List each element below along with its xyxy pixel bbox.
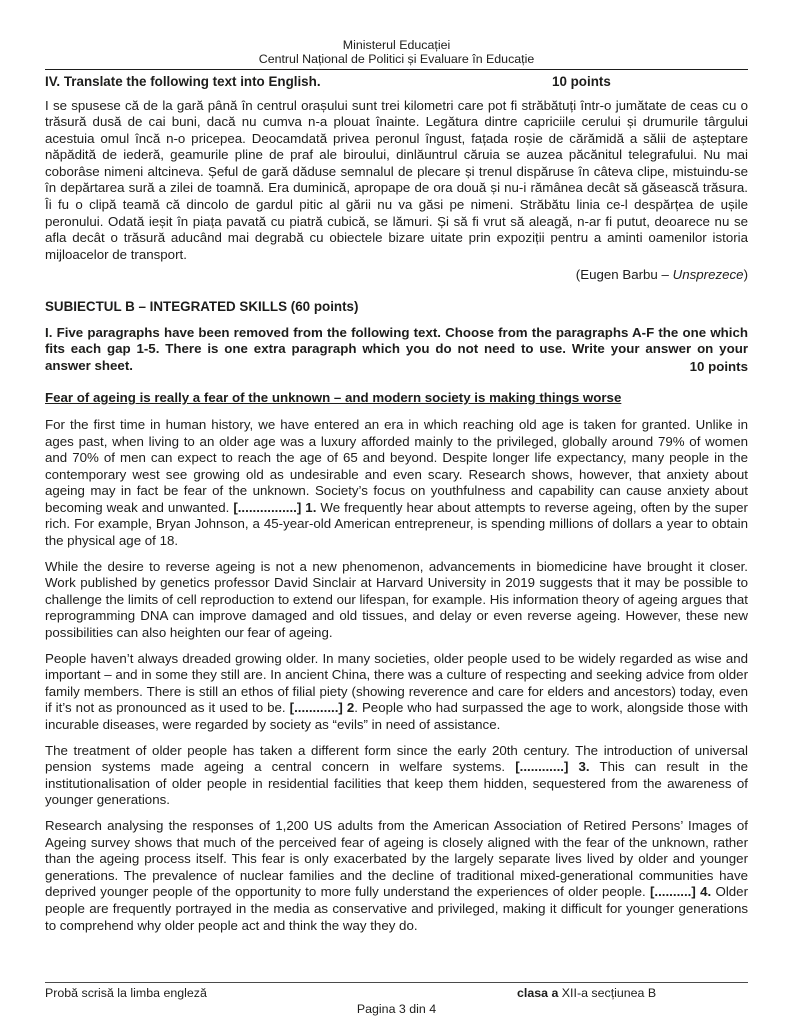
article-paragraph-1: For the first time in human history, we have entered an era in which reaching old age is taken for granted. Unlike in ages past, when living to an older age was a luxury afforded mainly to the privileged, globally around 79% of women and 70% of men can expect to reach the age of 65 and beyond. Despite longer life expectancy, many people in the contemporary west see growing old as undesirable and even scary. Research shows, however, that anxiety about ageing may in fact be fear of the unknown. Society’s focus on youthfulness and capability can cause anxiety about becoming weak and unwanted. [................] 1. We frequently hear about attempts to reverse ageing, often by the super rich. For example, Bryan Johnson, a 45-year-old American entrepreneur, is spending millions of dollars a year to obtain the physical age of 18. xyxy=(45,416,748,549)
section-iv-heading xyxy=(45,74,748,91)
footer-exam-name: Probă scrisă la limba engleză xyxy=(45,986,207,1000)
section-iv-points: 10 points xyxy=(552,74,611,89)
document-footer xyxy=(45,982,748,1016)
header-divider xyxy=(45,69,748,70)
footer-page-number: Pagina 3 din 4 xyxy=(356,1002,437,1016)
document-header xyxy=(45,38,748,66)
subject-b-heading: SUBIECTUL B – INTEGRATED SKILLS (60 points) xyxy=(45,299,359,315)
footer-divider xyxy=(45,982,748,983)
translation-source-text: I se spusese că de la gară până în centrul orașului sunt trei kilometri care pot fi străbătuți într-o jumătate de ceas cu o trăsură dusă de cai buni, dacă nu cumva n-a plouat înainte. Legătura dintre capriciile cerului și drumurile târgului acestuia omul încă n-o pricepea. Deocamdată privea peronul îngust, fațada roșie de cărămidă a sălii de așteptare năpădită de iederă, geamurile pline de praf ale biroului, dinlăuntrul căruia se auzea păcănitul telegrafului. Nu mai coborâse nimeni altcineva. Șeful de gară dăduse semnalul de plecare și trenul dispăruse în câteva clipe, mistuindu-se în depărtarea sură a zilei de toamnă. Era duminică, apropape de ora două și nu-i rămânea decât să găsească trăsura. Îi fu o clipă teamă că dincolo de gardul pitic al gării nu va găsi pe nimeni. Străbătu linia ce-l despărțea de ușile peronului. Odată ieșit în piața pavată cu piatră cubică, se lămuri. Și să fi vrut să aleagă, n-ar fi putut, deoarece nu se afla decât o trăsură aducând mai degrabă cu obiectele bizare uitate prin expoziții pentru a aminti oamenilor istoria mijloacelor de transport. xyxy=(45,97,748,262)
article-title: Fear of ageing is really a fear of the unknown – and modern society is making things worse xyxy=(45,390,622,406)
text-attribution: (Eugen Barbu – Unsprezece) xyxy=(575,267,748,283)
agency-name: Centrul Național de Politici și Evaluare în Educație xyxy=(258,52,535,66)
task-i-points: 10 points xyxy=(689,359,748,375)
footer-class-info: clasa a XII-a secțiunea B xyxy=(517,986,657,1000)
article-paragraph-3: People haven’t always dreaded growing older. In many societies, older people used to be widely regarded as wise and important – and in some they still are. In ancient China, there was a culture of respecting and seeking advice from older family members. There is still an ethos of filial piety (showing reverence and care for elders and ancestors) today, even if it’s not as pronounced as it used to be. [............] 2. People who had surpassed the age to work, alongside those with incurable diseases, were regarded by society as “evils” in need of assistance. xyxy=(45,650,749,732)
task-i xyxy=(45,325,748,375)
article-paragraph-2: While the desire to reverse ageing is not a new phenomenon, advancements in biomedicine have brought it closer. Work published by genetics professor David Sinclair at Harvard University in 2019 suggests that it may be possible to challenge the limits of cell reproduction to extend our lifespan, for example. His information theory of ageing argues that reprogramming DNA can improve damaged and old tissues, and delay or even reverse ageing. However, these new possibilities can also heighten our fear of ageing. xyxy=(45,558,748,641)
section-iv-title: IV. Translate the following text into English. xyxy=(45,74,321,89)
article-paragraph-5: Research analysing the responses of 1,200 US adults from the American Association of Retired Persons’ Images of Ageing survey shows that much of the perceived fear of ageing is closely aligned with the fear of the unknown, rather than the ageing process itself. This fear is only exacerbated by the largely separate lives lived by older and younger generations. The prevalence of nuclear families and the decline of traditional mixed-generational communities have deprived younger people of the opportunity to more fully understand the experiences of older people. [..........] 4. Older people are frequently portrayed in the media as conservative and privileged, making it difficult for younger generations to comprehend why older people act and think the way they do. xyxy=(45,817,748,933)
article-paragraph-4: The treatment of older people has taken a different form since the early 20th century. The introduction of universal pension systems made ageing a central concern in welfare systems. [............] 3. This can result in the institutionalisation of older people in residential facilities that keep them hidden, sequestered from the awareness of younger generations. xyxy=(45,742,748,808)
task-i-instructions: I. Five paragraphs have been removed from the following text. Choose from the paragraphs A-F the one which fits each gap 1-5. There is one extra paragraph which you do not need to use. Write your answer on your answer sheet. xyxy=(45,324,748,373)
ministry-name: Ministerul Educației xyxy=(342,38,451,52)
